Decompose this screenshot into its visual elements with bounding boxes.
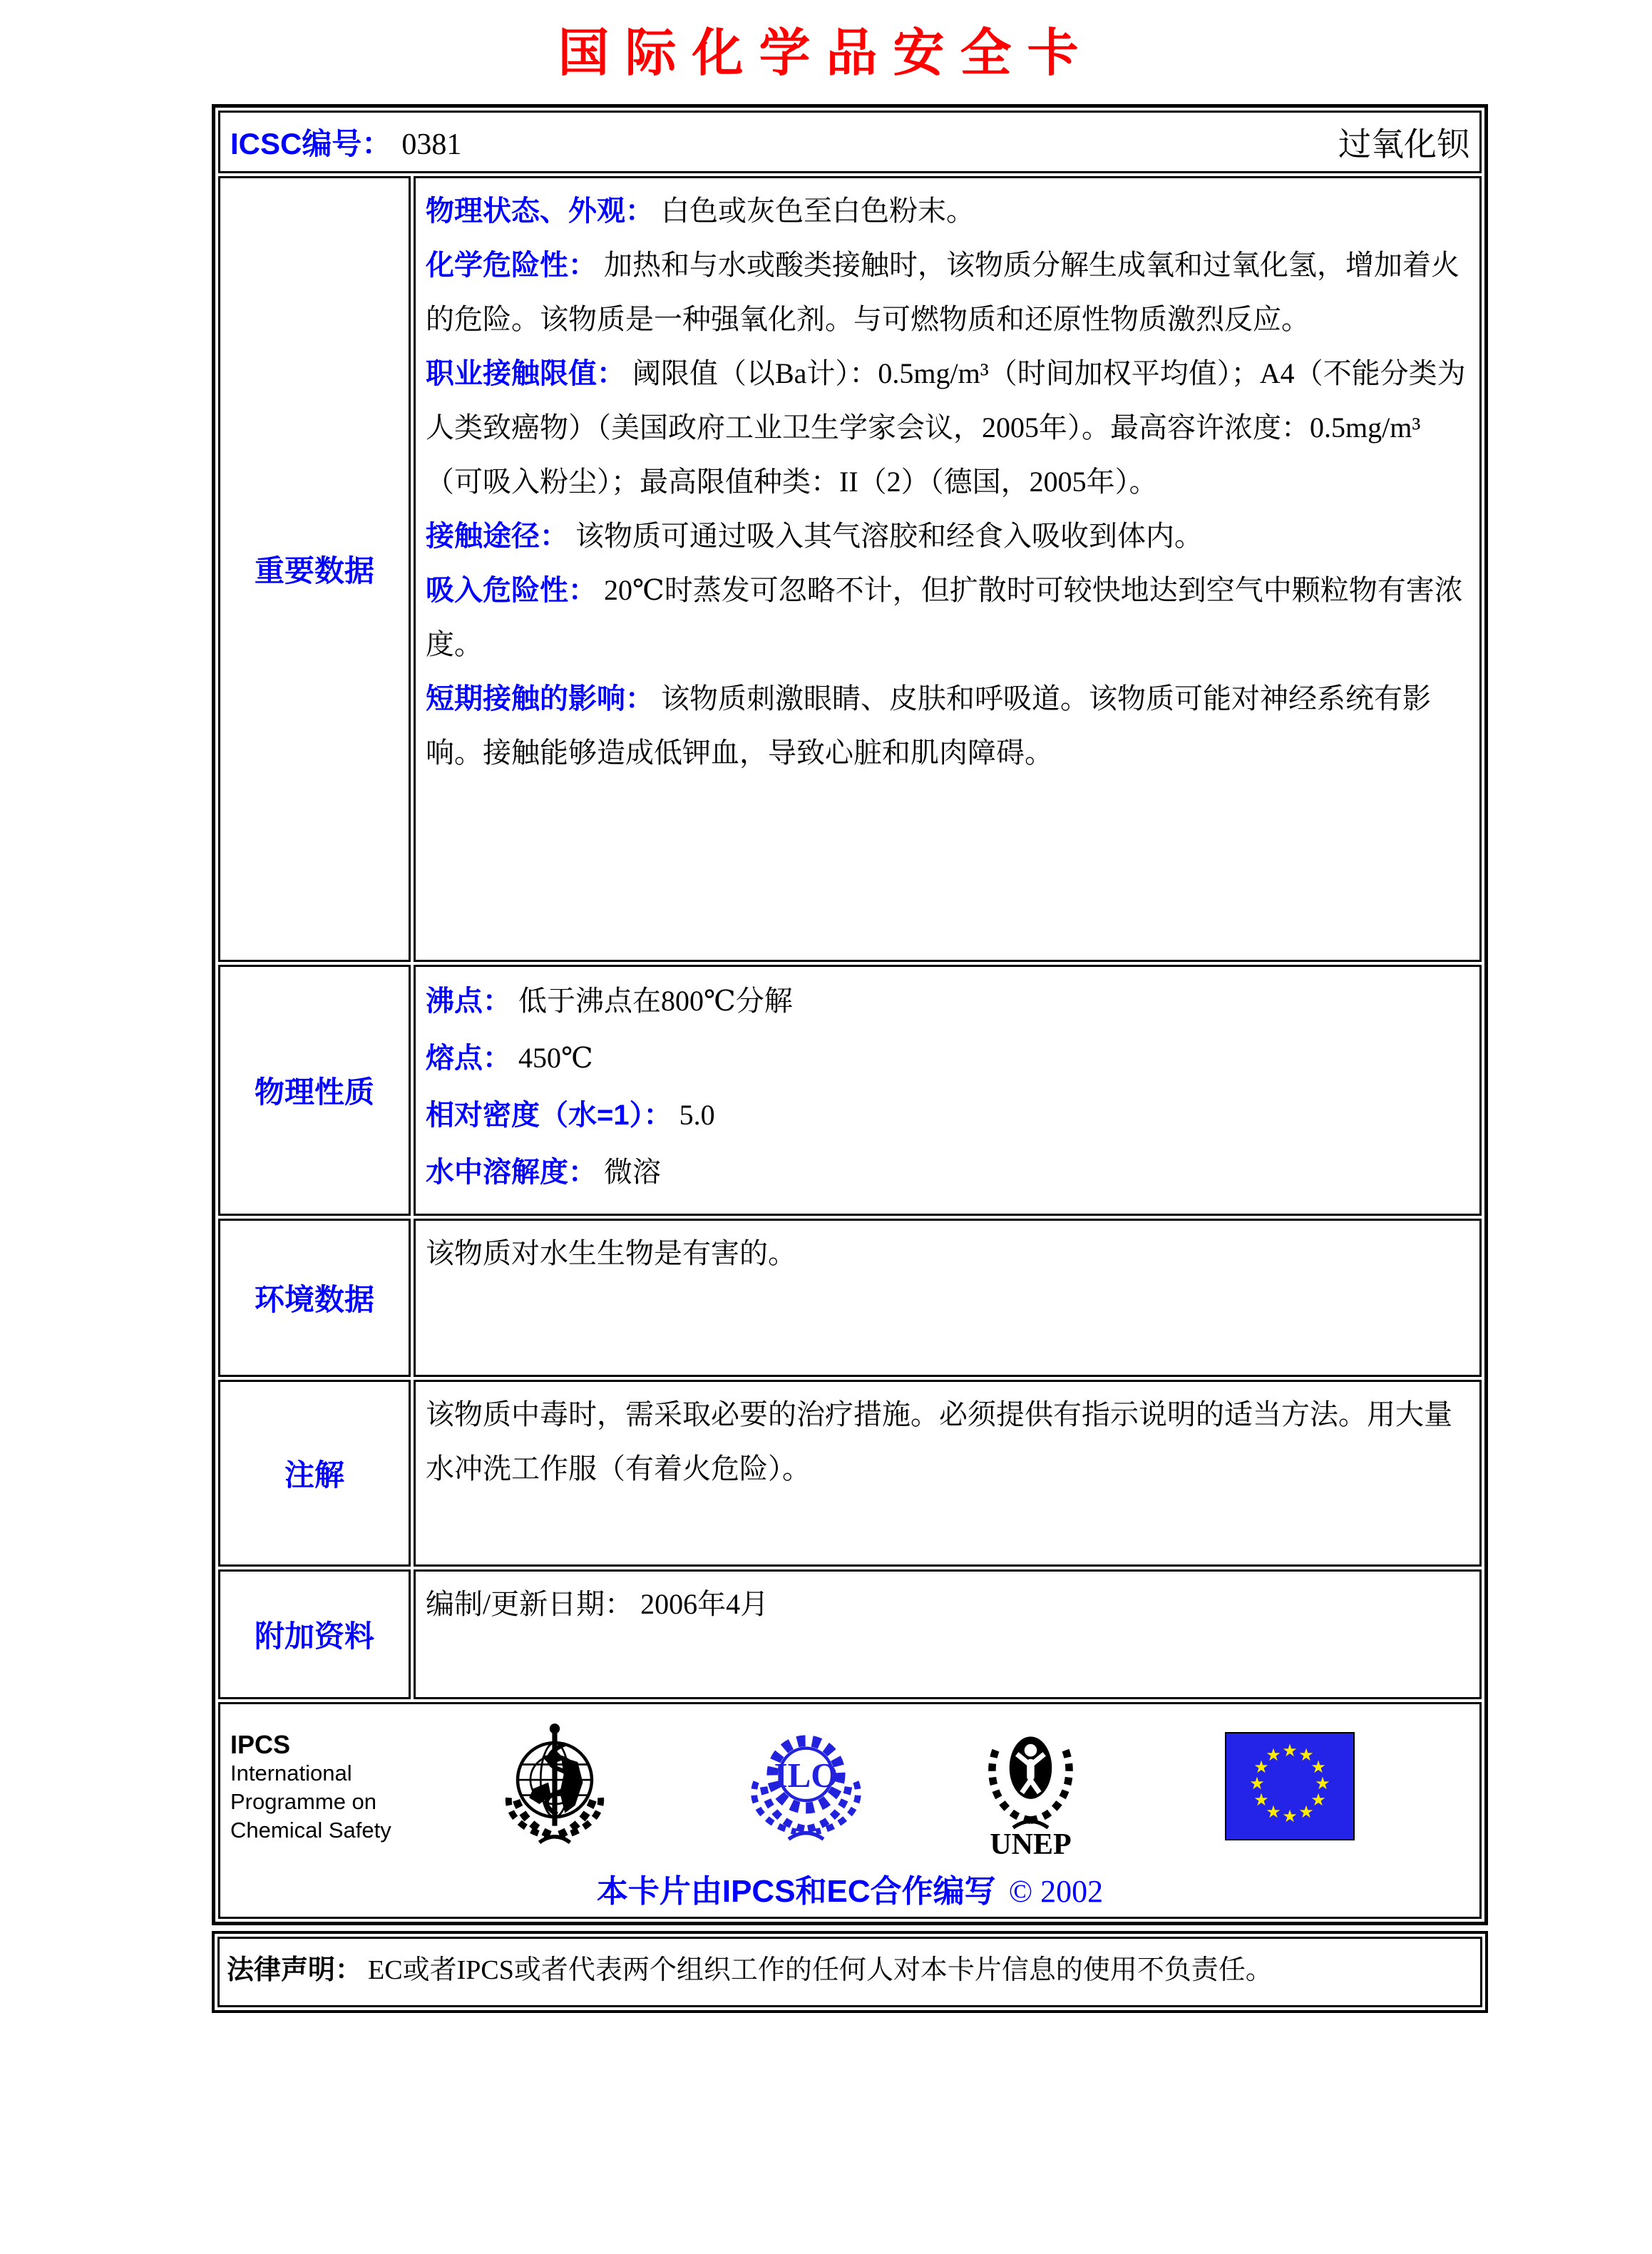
svg-text:ILO: ILO: [774, 1755, 838, 1795]
logos-strip: [230, 1710, 1469, 1863]
icsc-number-group: [230, 121, 461, 163]
icsc-number-label: ICSC编号：: [230, 127, 392, 160]
environment-data-content: 该物质对水生生物是有害的。: [414, 1219, 1482, 1377]
physical-item: 水中溶解度： 微溶: [426, 1156, 661, 1188]
section-label-physical: 物理性质: [218, 965, 411, 1216]
important-item: 吸入危险性： 20℃时蒸发可忽略不计，但扩散时可较快地达到空气中颗粒物有害浓度。: [426, 574, 1463, 660]
important-item: 接触途径： 该物质可通过吸入其气溶胶和经食入吸收到体内。: [426, 520, 1203, 552]
svg-text:★: ★: [1282, 1805, 1298, 1826]
eu-flag-icon: [1225, 1732, 1355, 1844]
card-container: [212, 104, 1488, 2013]
svg-text:★: ★: [1253, 1789, 1269, 1810]
unep-label: UNEP: [990, 1828, 1072, 1859]
logos-row: [218, 1702, 1482, 1919]
svg-text:★: ★: [1266, 1801, 1281, 1822]
svg-text:★: ★: [1249, 1773, 1265, 1793]
legal-label: 法律声明：: [227, 1955, 363, 1985]
important-data-row: [218, 176, 1482, 962]
legal-table: [212, 1931, 1488, 2013]
icsc-number-value: 0381: [401, 128, 462, 161]
section-label-environment: 环境数据: [218, 1219, 411, 1377]
notes-row: [218, 1380, 1482, 1567]
update-date-value: 2006年4月: [640, 1588, 769, 1620]
important-item: 化学危险性： 加热和与水或酸类接触时，该物质分解生成氧和过氧化氢，增加着火的危险。该物质是一种强氧化剂。与可燃物质和还原性物质激烈反应。: [426, 249, 1459, 335]
svg-text:★: ★: [1253, 1756, 1269, 1777]
important-item: 物理状态、外观： 白色或灰色至白色粉末。: [426, 195, 975, 227]
svg-text:★: ★: [1298, 1744, 1314, 1765]
ipcs-text-block: IPCS International Programme on Chemical Safety: [230, 1731, 419, 1845]
update-date-label: 编制/更新日期：: [426, 1588, 634, 1620]
svg-text:★: ★: [1310, 1756, 1326, 1777]
additional-info-content: [414, 1569, 1482, 1699]
svg-text:★: ★: [1298, 1801, 1314, 1822]
important-data-content: [414, 176, 1482, 962]
legal-text: EC或者IPCS或者代表两个组织工作的任何人对本卡片信息的使用不负责任。: [368, 1955, 1273, 1985]
important-item: 短期接触的影响： 该物质刺激眼睛、皮肤和呼吸道。该物质可能对神经系统有影响。接触能够造成低钾血，导致心脏和肌肉障碍。: [426, 682, 1431, 769]
ipcs-title: IPCS: [230, 1730, 291, 1759]
section-label-notes: 注解: [218, 1380, 411, 1567]
physical-properties-content: [414, 965, 1482, 1216]
header-row: [218, 111, 1482, 173]
important-item: 职业接触限值： 阈限值（以Ba计）：0.5mg/m³（时间加权平均值）；A4（不能分类为人类致癌物）（美国政府工业卫生学家会议，2005年）。最高容许浓度：0.5mg/m³（可吸入粉尘）；最高限值种类：II（2）（德国，2005年）。: [426, 357, 1466, 498]
page-title: 国际化学品安全卡: [558, 25, 1094, 82]
header-cell: [218, 111, 1482, 173]
card-caption: 本卡片由IPCS和EC合作编写 © 2002: [596, 1874, 1104, 1909]
physical-item: 相对密度（水=1）： 5.0: [426, 1099, 715, 1131]
unep-icon: [968, 1713, 1093, 1863]
physical-item: 沸点： 低于沸点在800℃分解: [426, 985, 793, 1017]
section-label-important-data: 重要数据: [218, 176, 411, 962]
legal-cell: [217, 1937, 1482, 2007]
svg-text:★: ★: [1282, 1740, 1298, 1761]
section-label-additional: 附加资料: [218, 1569, 411, 1699]
svg-text:★: ★: [1266, 1744, 1281, 1765]
logos-cell: [218, 1702, 1482, 1919]
physical-item: 熔点： 450℃: [426, 1042, 593, 1074]
notes-content: 该物质中毒时，需采取必要的治疗措施。必须提供有指示说明的适当方法。用大量水冲洗工作服（有着火危险）。: [414, 1380, 1482, 1567]
physical-properties-row: [218, 965, 1482, 1216]
environment-data-row: [218, 1219, 1482, 1377]
chemical-name: 过氧化钡: [1338, 126, 1469, 163]
icsc-card-table: [212, 104, 1488, 1925]
who-icon: [491, 1718, 619, 1858]
legal-row: [217, 1937, 1482, 2007]
ilo-icon: [744, 1722, 868, 1854]
additional-info-row: [218, 1569, 1482, 1699]
svg-text:★: ★: [1310, 1789, 1326, 1810]
svg-text:★: ★: [1315, 1773, 1330, 1793]
